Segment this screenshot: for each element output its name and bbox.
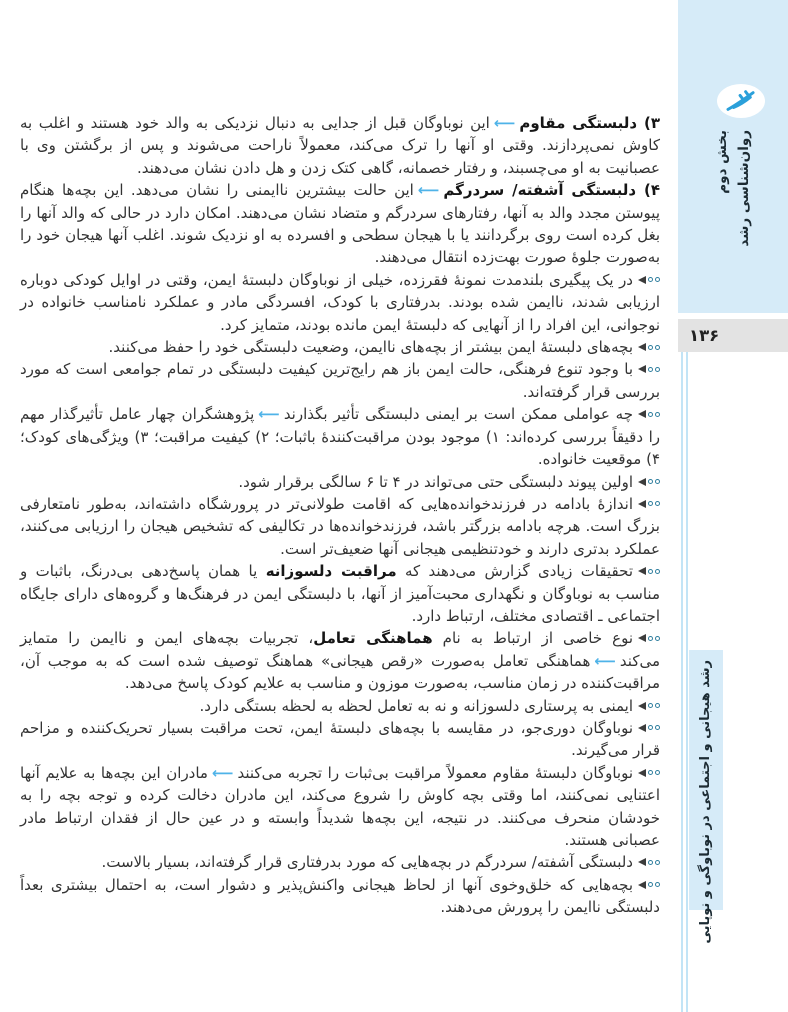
bullet-paragraph xyxy=(20,717,660,762)
bullet-dot xyxy=(655,277,660,282)
bullet-icon xyxy=(638,881,660,889)
arrow-icon: ⟵ xyxy=(211,763,234,782)
bullet-triangle xyxy=(638,500,646,508)
page-number: ۱۳۶ xyxy=(689,326,720,345)
bullet-icon xyxy=(638,365,660,373)
arrow-icon: ⟵ xyxy=(594,651,616,670)
text-run: ایمنی به پرستاری دلسوزانه و نه به تعامل لحظه به لحظه بستگی دارد. xyxy=(199,696,633,715)
sidebar-divider-line xyxy=(686,352,688,1012)
bullet-triangle xyxy=(638,365,646,373)
sidebar-part-panel xyxy=(678,0,788,313)
bullet-paragraph xyxy=(20,336,660,358)
bullet-icon xyxy=(638,724,660,732)
part-header xyxy=(711,130,755,247)
bullet-dot xyxy=(648,277,653,282)
bullet-dot xyxy=(655,569,660,574)
bullet-dot xyxy=(648,725,653,730)
publisher-logo xyxy=(717,84,765,118)
bullet-paragraph xyxy=(20,762,660,852)
bullet-triangle xyxy=(638,881,646,889)
bullet-paragraph xyxy=(20,851,660,873)
bullet-icon xyxy=(638,567,660,575)
bullet-triangle xyxy=(638,567,646,575)
bold-term: ۴) دلبستگی آشفته/ سردرگم xyxy=(443,181,660,200)
text-run: با وجود تنوع فرهنگی، حالت ایمن باز هم رایج‌ترین کیفیت دلبستگی در تمام جوامعی است که مورد بررسی قرار گرفته‌اند. xyxy=(20,360,660,401)
bullet-icon xyxy=(638,343,660,351)
numbered-paragraph xyxy=(20,179,660,269)
bullet-dot xyxy=(655,501,660,506)
part-title: روان‌شناسی رشد xyxy=(736,130,752,247)
bullet-triangle xyxy=(638,410,646,418)
bullet-dot xyxy=(655,479,660,484)
bullet-dot xyxy=(655,860,660,865)
text-run: نوباوگان دلبستهٔ مقاوم معمولاً مراقبت بی‌ثبات را تجربه می‌کنند xyxy=(237,763,634,782)
text-run: چه عواملی ممکن است بر ایمنی دلبستگی تأثیر بگذارند xyxy=(283,405,633,424)
text-run: اولین پیوند دلبستگی حتی می‌تواند در ۴ تا ۶ سالگی برقرار شود. xyxy=(238,472,633,491)
bullet-dot xyxy=(648,636,653,641)
text-run: نوباوگان دوری‌جو، در مقایسه با بچه‌های دلبستهٔ ایمن، تحت مراقبت بسیار تحریک‌کننده و مزاحم قرار می‌گیرند. xyxy=(20,718,660,760)
bullet-triangle xyxy=(638,769,646,777)
bullet-icon xyxy=(638,769,660,777)
bullet-triangle xyxy=(638,478,646,486)
text-run: ، تجربیات بچه‌های ایمن و ناایمن را متمایز می‌کند xyxy=(20,629,660,670)
bullet-paragraph xyxy=(20,493,660,560)
arrow-icon: ⟵ xyxy=(258,405,280,424)
bullet-dot xyxy=(648,345,653,350)
text-run: نوع خاصی از ارتباط به نام xyxy=(432,629,634,648)
bullet-dot xyxy=(648,367,653,372)
bullet-dot xyxy=(655,703,660,708)
page-number-strip xyxy=(678,319,788,352)
bullet-triangle xyxy=(638,276,646,284)
bullet-dot xyxy=(655,412,660,417)
bullet-dot xyxy=(655,345,660,350)
sana-logo-icon xyxy=(722,88,760,114)
bold-term: ۳) دلبستگی مقاوم xyxy=(519,114,660,132)
text-run: مادران این بچه‌ها به علایم آنها اعتنایی نمی‌کنند، اما وقتی بچه کاوش را شروع می‌کند، این مادران دخالت کرده و توجه بچه را به خودشان منحرف می‌کنند. در نتیجه، این بچه‌ها شدیداً وابسته و در عین حال از فقدان ارتباط مادر عصبانی هستند. xyxy=(20,763,660,849)
text-run: دلبستگی آشفته/ سردرگم در بچه‌هایی که مورد بدرفتاری قرار گرفته‌اند، بسیار بالاست. xyxy=(101,853,633,872)
bullet-dot xyxy=(648,882,653,887)
bullet-dot xyxy=(655,770,660,775)
chapter-tab: رشد هیجانی و اجتماعی در نوباوگی و نوپایی xyxy=(689,650,723,910)
bullet-paragraph xyxy=(20,695,660,717)
bullet-triangle xyxy=(638,343,646,351)
bullet-icon xyxy=(638,858,660,866)
bullet-icon xyxy=(638,500,660,508)
bullet-triangle xyxy=(638,858,646,866)
text-run: هماهنگی تعامل به‌صورت «رقص هیجانی» هماهنگ توصیف شده است که به موجب آن، مراقبت‌کننده در زمان مناسب، به‌صورت موزون و مناسب به علایم کودک پاسخ می‌دهد. xyxy=(20,651,660,693)
sidebar-divider-line xyxy=(681,352,683,1012)
bullet-paragraph xyxy=(20,403,660,470)
bullet-dot xyxy=(655,367,660,372)
bullet-paragraph xyxy=(20,358,660,403)
bullet-icon xyxy=(638,410,660,418)
bullet-triangle xyxy=(638,702,646,710)
bullet-paragraph xyxy=(20,627,660,694)
bullet-paragraph xyxy=(20,874,660,919)
text-run: تحقیقات زیادی گزارش می‌دهند که xyxy=(396,562,633,581)
text-run: در یک پیگیری بلندمدت نمونهٔ فقرزده، خیلی از نوباوگان دلبستهٔ ایمن، وقتی در اوایل کودکی دوباره ارزیابی شدند، ناایمن شده بودند. بدرفتاری با کودک، افسردگی مادر و عملکرد نامناسب خانواده در نوجوانی، این افراد را از آنهایی که دلبستهٔ ایمن مانده بودند، متمایز کرد. xyxy=(20,270,660,334)
text-run: پژوهشگران چهار عامل تأثیرگذار مهم را دقیقاً بررسی کرده‌اند: ۱) موجود بودن مراقبت‌کنندهٔ باثبات؛ ۲) کیفیت مراقبت؛ ۳) ویژگی‌های کودک؛ ۴) موقعیت خانواده. xyxy=(20,405,660,469)
text-run: یا همان پاسخ‌دهی بی‌درنگ، باثبات و مناسب به نوباوگان و نگهداری محبت‌آمیز از آنها، با دلبستگی ایمن در فرهنگ‌ها و گروه‌های دارای جایگاه اجتماعی ـ اقتصادی مختلف، ارتباط دارد. xyxy=(20,562,660,625)
bullet-dot xyxy=(648,479,653,484)
bullet-paragraph xyxy=(20,269,660,336)
arrow-icon: ⟵ xyxy=(493,114,516,132)
text-run: اندازهٔ بادامه در فرزندخوانده‌هایی که اقامت طولانی‌تر در پرورشگاه داشته‌اند، به‌طور نامتعارفی بزرگ است. هرچه بادامه بزرگتر باشد، فرزندخوانده‌ها در تکالیفی که تشخیص هیجان را ارزیابی می‌کنند، عملکرد بدتری دارند و خودتنظیمی هیجانی آنها ضعیف‌تر است. xyxy=(20,494,660,558)
bullet-dot xyxy=(648,569,653,574)
arrow-icon: ⟵ xyxy=(417,181,440,200)
bold-term: هماهنگی تعامل xyxy=(313,629,433,648)
bullet-dot xyxy=(655,882,660,887)
bullet-dot xyxy=(648,860,653,865)
bullet-triangle xyxy=(638,724,646,732)
text-run: بچه‌های دلبستهٔ ایمن بیشتر از بچه‌های ناایمن، وضعیت دلبستگی خود را حفظ می‌کنند. xyxy=(108,338,633,357)
bullet-dot xyxy=(655,725,660,730)
bullet-triangle xyxy=(638,634,646,642)
part-label: بخش دوم xyxy=(714,130,730,194)
text-run: این نوباوگان قبل از جدایی به دنبال نزدیکی به والد خود هستند و اغلب به کاوش نمی‌پردازند. وقتی او آنها را ترک می‌کند، معمولاً ناراحت می‌شوند و پس از برگشتن وی با عصبانیت به او می‌چسبند، و رفتار خصمانه، گاهی کتک زدن و هل دادن نشان می‌دهند. xyxy=(20,114,660,177)
bullet-icon xyxy=(638,634,660,642)
bullet-icon xyxy=(638,276,660,284)
main-text xyxy=(20,112,660,919)
bullet-paragraph xyxy=(20,471,660,493)
bullet-dot xyxy=(648,703,653,708)
bullet-dot xyxy=(648,770,653,775)
bullet-dot xyxy=(648,501,653,506)
bullet-dot xyxy=(648,412,653,417)
bold-term: مراقبت دلسوزانه xyxy=(265,562,397,581)
numbered-paragraph xyxy=(20,112,660,179)
bullet-icon xyxy=(638,478,660,486)
bullet-icon xyxy=(638,702,660,710)
text-run: این حالت بیشترین ناایمنی را نشان می‌دهد. این بچه‌ها هنگام پیوستن مجدد والد به آنها، رفتارهای سردرگم و متضاد نشان می‌دهند. امکان دارد در حالی که والد آنها را بغل کرده است روی برگردانند یا با هیجان سطحی و افسرده به او نزدیک شوند. اغلب آنها هیجان خود را به‌صورت جلوهٔ صورت بهت‌زده انتقال می‌دهند. xyxy=(20,181,660,267)
bullet-paragraph xyxy=(20,560,660,627)
bullet-dot xyxy=(655,636,660,641)
text-run: بچه‌هایی که خلق‌وخوی آنها از لحاظ هیجانی واکنش‌پذیر و دشوار است، به احتمال بیشتری بعداً دلبستگی ناایمن را پرورش می‌دهند. xyxy=(20,875,660,917)
